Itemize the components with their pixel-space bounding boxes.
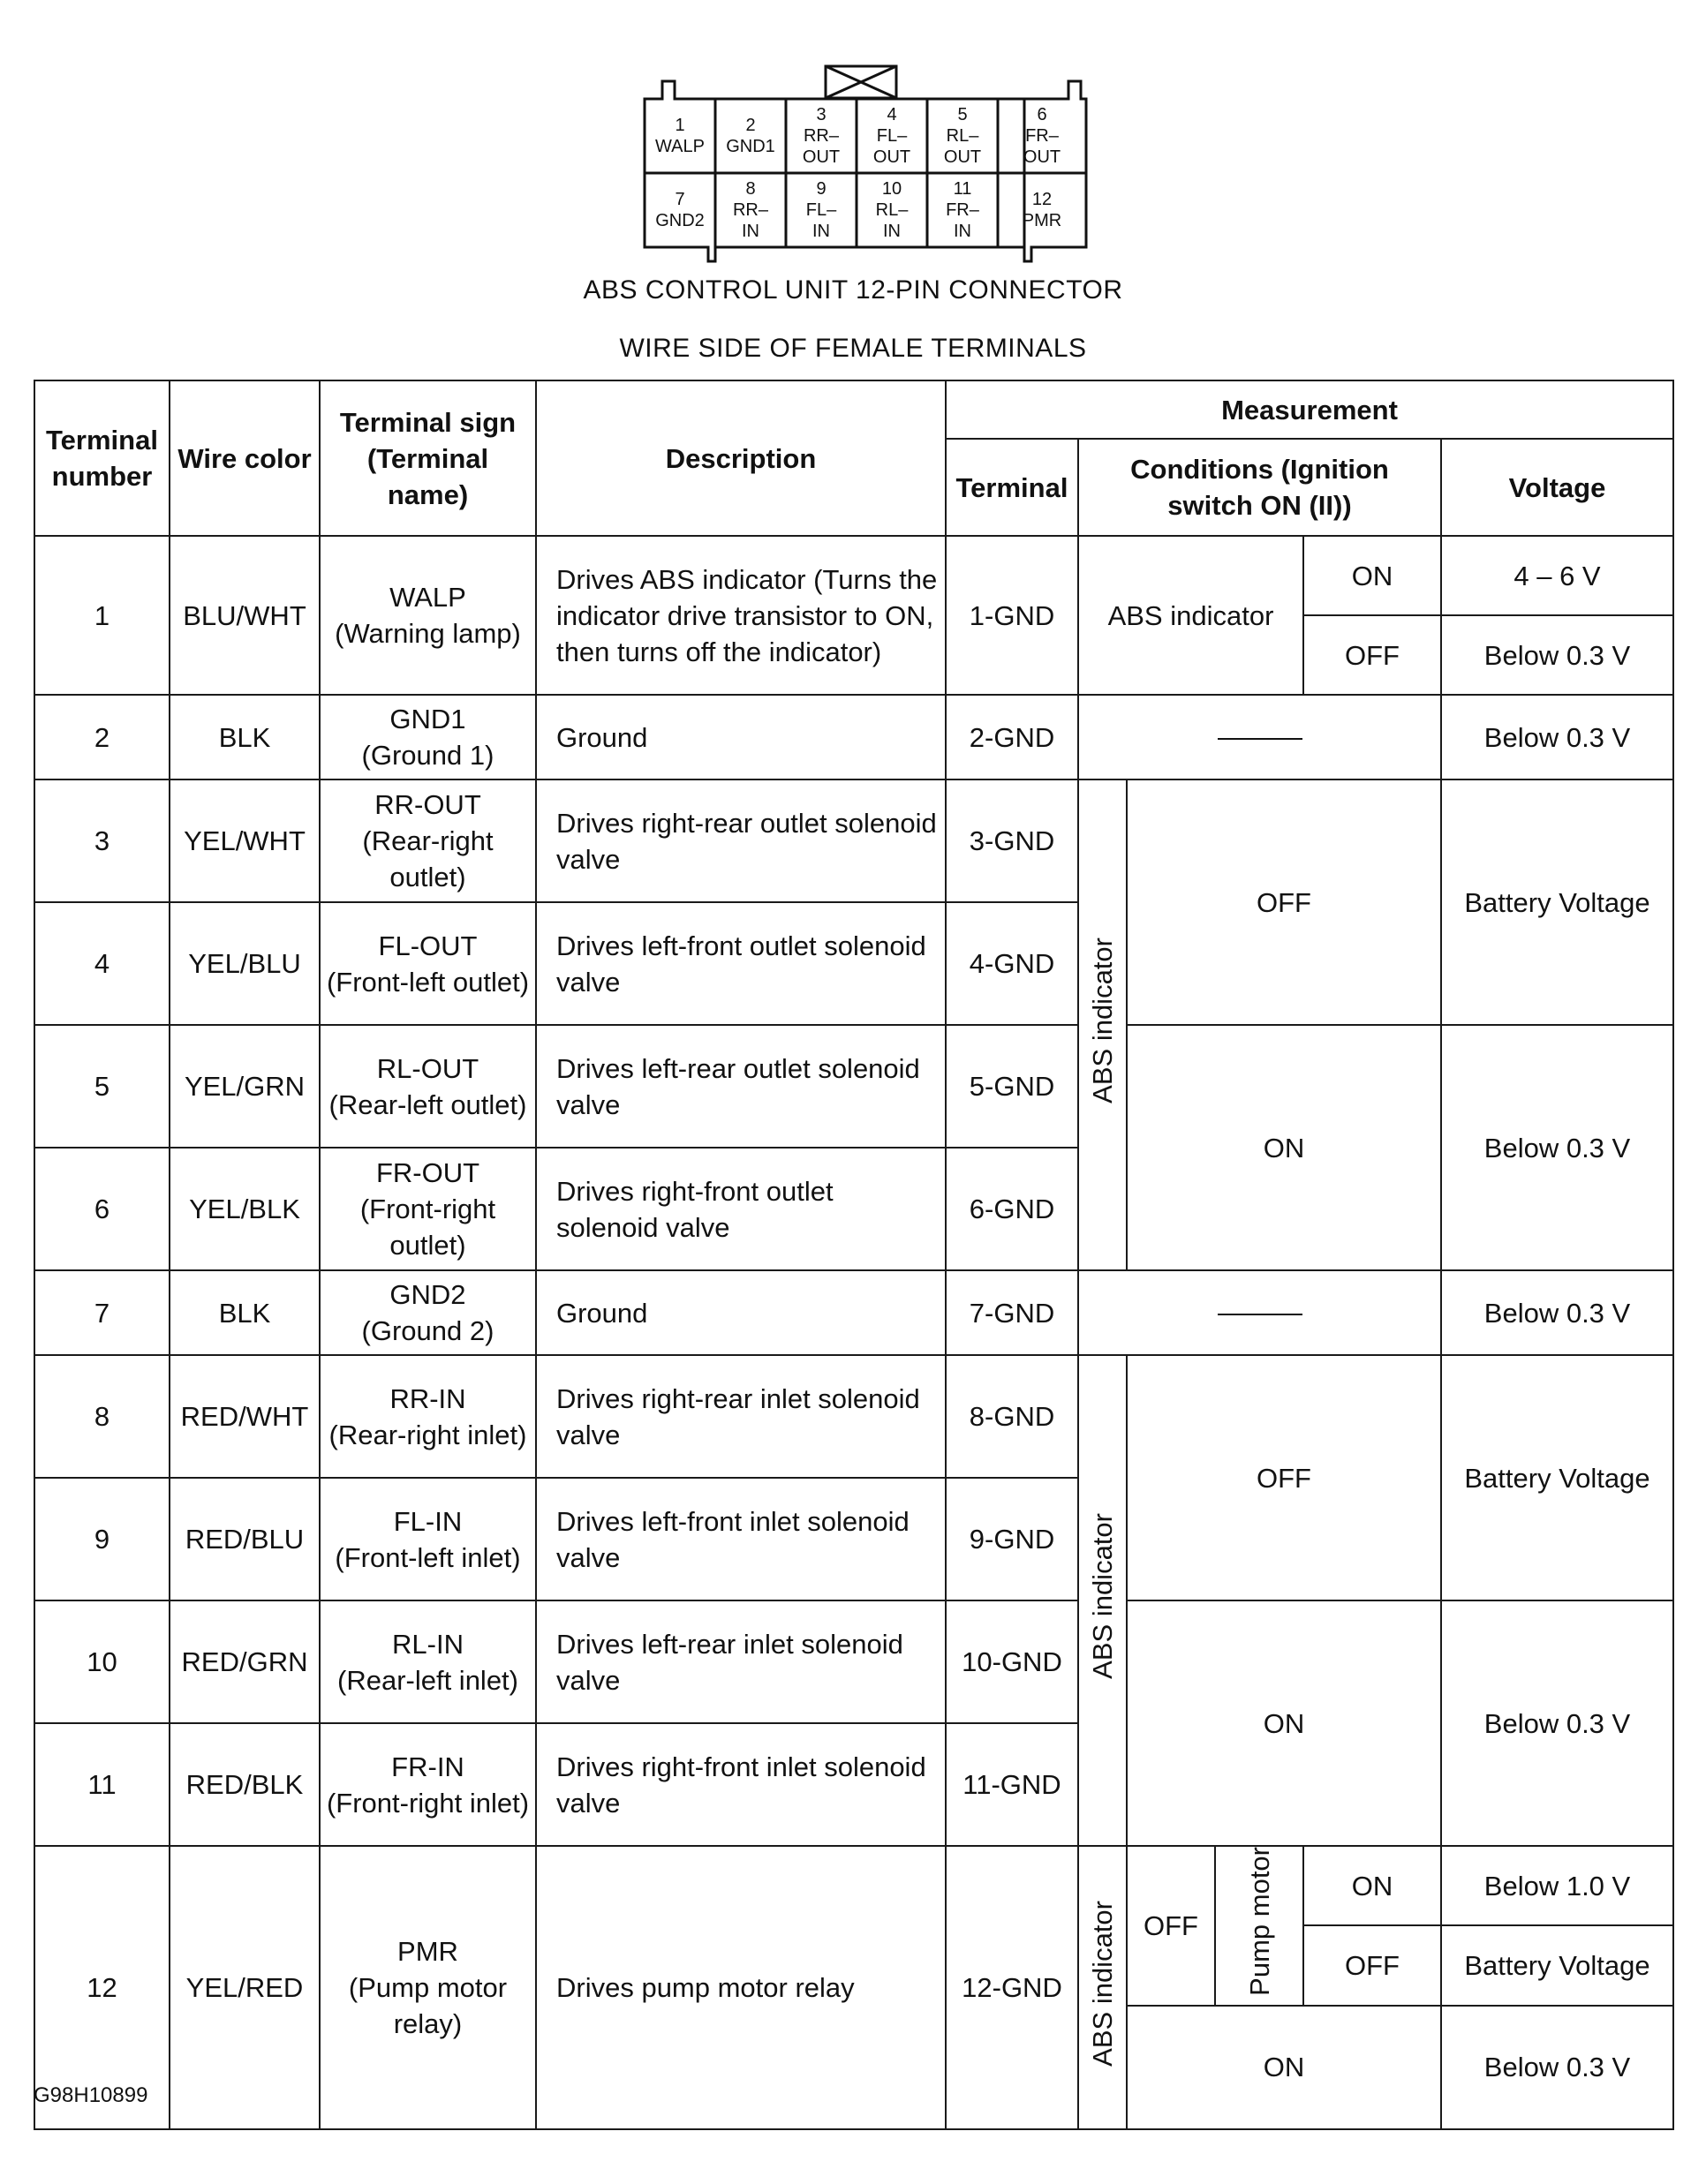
terminal-number: 11	[34, 1723, 170, 1846]
description: Drives right-rear outlet solenoid valve	[536, 779, 946, 902]
condition-state: ON	[1127, 1600, 1441, 1846]
dash-line	[1218, 1314, 1302, 1315]
voltage: Below 0.3 V	[1441, 615, 1673, 695]
voltage: Below 0.3 V	[1441, 2006, 1673, 2129]
terminal-number: 4	[34, 902, 170, 1025]
pin-number: 3	[816, 105, 827, 124]
condition-vertical: ABS indicator	[1078, 779, 1127, 1270]
condition-state: OFF	[1127, 1355, 1441, 1600]
voltage: 4 – 6 V	[1441, 536, 1673, 615]
condition-state: ON	[1127, 2006, 1441, 2129]
table-row	[34, 1270, 1673, 1355]
wire-color: RED/GRN	[170, 1600, 320, 1723]
pin-number: 2	[745, 116, 756, 135]
measure-terminal: 3-GND	[946, 779, 1078, 902]
pin-number: 11	[953, 179, 972, 199]
pin-number: 4	[887, 105, 897, 124]
voltage: Battery Voltage	[1441, 1355, 1673, 1600]
terminal-sign: FR-IN (Front-right inlet)	[320, 1723, 536, 1846]
wire-color: YEL/WHT	[170, 779, 320, 902]
pin-number: 5	[957, 105, 968, 124]
terminal-sign: FR-OUT (Front-right outlet)	[320, 1148, 536, 1270]
table-row	[34, 779, 1673, 902]
header-terminal: Terminal	[946, 439, 1078, 536]
description: Drives left-rear inlet solenoid valve	[536, 1600, 946, 1723]
measure-terminal: 9-GND	[946, 1478, 1078, 1600]
header-measurement: Measurement	[946, 380, 1673, 439]
terminal-table	[34, 380, 1674, 2130]
measure-terminal: 8-GND	[946, 1355, 1078, 1478]
pin-name: OUT	[1023, 147, 1061, 167]
connector-caption: ABS CONTROL UNIT 12-PIN CONNECTOR	[583, 275, 1123, 305]
wire-color: RED/WHT	[170, 1355, 320, 1478]
voltage: Below 0.3 V	[1441, 1270, 1673, 1355]
wire-color: BLK	[170, 695, 320, 779]
condition-state: OFF	[1127, 1846, 1215, 2006]
description: Ground	[536, 695, 946, 779]
header-terminal-number: Terminal number	[34, 380, 170, 536]
terminal-number: 3	[34, 779, 170, 902]
wire-color: BLK	[170, 1270, 320, 1355]
pin-name: FL–	[805, 200, 837, 220]
condition-none	[1078, 695, 1441, 779]
voltage: Battery Voltage	[1441, 1925, 1673, 2005]
measure-terminal: 4-GND	[946, 902, 1078, 1025]
measure-terminal: 7-GND	[946, 1270, 1078, 1355]
terminal-number: 2	[34, 695, 170, 779]
condition-state: OFF	[1303, 1925, 1441, 2005]
description: Drives left-front inlet solenoid valve	[536, 1478, 946, 1600]
condition-state: OFF	[1303, 615, 1441, 695]
description: Drives pump motor relay	[536, 1846, 946, 2129]
pin-number: 7	[675, 190, 685, 209]
table-row	[34, 1025, 1673, 1148]
connector-subcaption: WIRE SIDE OF FEMALE TERMINALS	[619, 334, 1087, 363]
pin-name: FR–	[946, 200, 979, 220]
description: Drives left-rear outlet solenoid valve	[536, 1025, 946, 1148]
terminal-number: 9	[34, 1478, 170, 1600]
voltage: Battery Voltage	[1441, 779, 1673, 1025]
condition-state: OFF	[1127, 779, 1441, 1025]
terminal-sign: WALP (Warning lamp)	[320, 536, 536, 695]
terminal-sign: FL-OUT (Front-left outlet)	[320, 902, 536, 1025]
terminal-sign: RR-IN (Rear-right inlet)	[320, 1355, 536, 1478]
terminal-number: 7	[34, 1270, 170, 1355]
table-row	[34, 1846, 1673, 1925]
condition-vertical: ABS indicator	[1078, 1355, 1127, 1846]
measure-terminal: 5-GND	[946, 1025, 1078, 1148]
header-description: Description	[536, 380, 946, 536]
pin-name: GND2	[655, 211, 705, 230]
pin-name: IN	[812, 222, 830, 241]
description: Drives right-front inlet solenoid valve	[536, 1723, 946, 1846]
table-row	[34, 1600, 1673, 1723]
voltage: Below 1.0 V	[1441, 1846, 1673, 1925]
terminal-number: 12	[34, 1846, 170, 2129]
header-voltage: Voltage	[1441, 439, 1673, 536]
pin-name: RL–	[875, 200, 909, 220]
pin-name: OUT	[872, 147, 911, 167]
pin-name: WALP	[655, 137, 705, 156]
measure-terminal: 12-GND	[946, 1846, 1078, 2129]
pin-name: FL–	[876, 126, 908, 146]
terminal-sign: PMR (Pump motor relay)	[320, 1846, 536, 2129]
description: Drives left-front outlet solenoid valve	[536, 902, 946, 1025]
pin-name: RL–	[946, 126, 979, 146]
condition-state: ON	[1303, 1846, 1441, 1925]
pin-name: FR–	[1025, 126, 1059, 146]
table-row	[34, 536, 1673, 615]
table-row	[34, 1355, 1673, 1478]
description: Drives ABS indicator (Turns the indicator drive transistor to ON, then turns off the indicator)	[536, 536, 946, 695]
figure-code: G98H10899	[34, 2083, 148, 2107]
wire-color: RED/BLU	[170, 1478, 320, 1600]
voltage: Below 0.3 V	[1441, 1600, 1673, 1846]
dash-line	[1218, 738, 1302, 740]
terminal-number: 1	[34, 536, 170, 695]
measure-terminal: 1-GND	[946, 536, 1078, 695]
measure-terminal: 10-GND	[946, 1600, 1078, 1723]
header-conditions: Conditions (Ignition switch ON (II))	[1078, 439, 1441, 536]
pump-motor-label: Pump motor	[1215, 1846, 1303, 2006]
pin-number: 9	[816, 179, 827, 199]
wire-color: RED/BLK	[170, 1723, 320, 1846]
header-wire-color: Wire color	[170, 380, 320, 536]
table-row	[34, 695, 1673, 779]
wire-color: YEL/GRN	[170, 1025, 320, 1148]
condition: ABS indicator	[1078, 536, 1303, 695]
terminal-number: 8	[34, 1355, 170, 1478]
condition-state: ON	[1303, 536, 1441, 615]
condition-none	[1078, 1270, 1441, 1355]
terminal-sign: GND1 (Ground 1)	[320, 695, 536, 779]
condition-vertical: ABS indicator	[1078, 1846, 1127, 2129]
terminal-sign: FL-IN (Front-left inlet)	[320, 1478, 536, 1600]
terminal-sign: RR-OUT (Rear-right outlet)	[320, 779, 536, 902]
wire-color: YEL/BLK	[170, 1148, 320, 1270]
terminal-number: 10	[34, 1600, 170, 1723]
terminal-sign: GND2 (Ground 2)	[320, 1270, 536, 1355]
pin-number: 12	[1031, 190, 1053, 209]
pin-number: 10	[881, 179, 902, 199]
pin-name: PMR	[1022, 211, 1062, 230]
pin-name: IN	[954, 222, 971, 241]
pin-name: IN	[883, 222, 901, 241]
pin-name: RR–	[803, 126, 840, 146]
pin-number: 8	[745, 179, 756, 199]
description: Drives right-rear inlet solenoid valve	[536, 1355, 946, 1478]
wire-color: YEL/RED	[170, 1846, 320, 2129]
measure-terminal: 11-GND	[946, 1723, 1078, 1846]
connector-diagram	[636, 62, 1095, 265]
terminal-sign: RL-IN (Rear-left inlet)	[320, 1600, 536, 1723]
voltage: Below 0.3 V	[1441, 695, 1673, 779]
condition-state: ON	[1127, 1025, 1441, 1270]
description: Ground	[536, 1270, 946, 1355]
header-terminal-sign: Terminal sign (Terminal name)	[320, 380, 536, 536]
wire-color: BLU/WHT	[170, 536, 320, 695]
pin-name: OUT	[943, 147, 982, 167]
terminal-sign: RL-OUT (Rear-left outlet)	[320, 1025, 536, 1148]
voltage: Below 0.3 V	[1441, 1025, 1673, 1270]
measure-terminal: 2-GND	[946, 695, 1078, 779]
pin-number: 1	[675, 116, 685, 135]
pin-number: 6	[1037, 105, 1047, 124]
pin-name: RR–	[732, 200, 769, 220]
pin-name: OUT	[802, 147, 841, 167]
pin-name: IN	[742, 222, 759, 241]
pin-name: GND1	[726, 137, 775, 156]
terminal-number: 5	[34, 1025, 170, 1148]
description: Drives right-front outlet solenoid valve	[536, 1148, 946, 1270]
terminal-number: 6	[34, 1148, 170, 1270]
wire-color: YEL/BLU	[170, 902, 320, 1025]
measure-terminal: 6-GND	[946, 1148, 1078, 1270]
